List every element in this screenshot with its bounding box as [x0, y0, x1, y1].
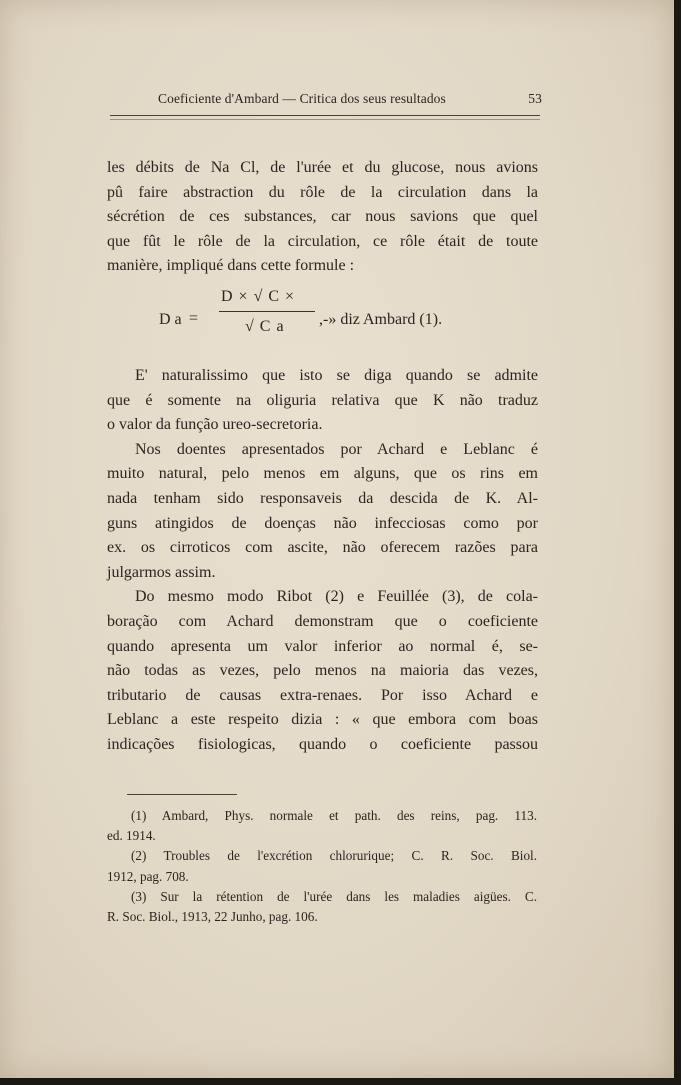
- text-line: que é somente na oliguria relativa que K não traduz: [107, 391, 538, 409]
- text-line: pû faire abstraction du rôle de la circulation dans la: [107, 183, 538, 201]
- body-text: [107, 156, 538, 757]
- header-rule-secondary: [110, 119, 540, 120]
- text-line: indicações fisiologicas, quando o coeficiente passou: [107, 735, 538, 753]
- text-line: muito natural, pelo menos em alguns, que os rins em: [107, 465, 538, 483]
- paragraph-3: [107, 438, 538, 586]
- text-line: quando apresenta um valor inferior ao normal é, se-: [107, 637, 538, 655]
- text-line: Nos doentes apresentados por Achard e Leblanc é: [135, 440, 538, 458]
- text-line: boração com Achard demonstram que o coeficiente: [107, 612, 538, 630]
- paragraph-1: [107, 156, 538, 279]
- text-line: que fût le rôle de la circulation, ce rôle était de toute: [107, 232, 538, 250]
- header-rule: [110, 115, 540, 116]
- text-line: sécrétion de ces substances, car nous savions que quel: [107, 208, 538, 226]
- paragraph-4: [107, 585, 538, 757]
- text-line: Leblanc a este respeito dizia : « que embora com boas: [107, 711, 538, 729]
- footnote-3: [107, 887, 537, 927]
- footnote-line: (1) Ambard, Phys. normale et path. des reins, pag. 113.: [131, 808, 537, 823]
- footnote-line: (3) Sur la rétention de l'urée dans les maladies aigües. C.: [131, 888, 537, 904]
- formula-lhs: D a: [159, 310, 182, 328]
- text-line: guns atingidos de doenças não infecciosas como por: [107, 514, 538, 532]
- footnotes: [107, 806, 537, 927]
- footnote-2: [107, 846, 537, 886]
- text-line: manière, impliqué dans cette formule :: [107, 257, 355, 275]
- formula-attribution: ,-» diz Ambard (1).: [319, 310, 443, 328]
- footnote-line: (2) Troubles de l'excrétion chlorurique; C. R. Soc. Biol.: [131, 848, 537, 864]
- text-line: les débits de Na Cl, de l'urée et du glucose, nous avions: [107, 159, 538, 176]
- formula-denominator: √ C a: [245, 317, 285, 335]
- footnote-line: ed. 1914.: [107, 828, 156, 844]
- ambard-formula: [107, 285, 538, 355]
- paragraph-2: [107, 364, 538, 438]
- text-line: não todas as vezes, pelo menos na maioria das vezes,: [107, 662, 538, 680]
- text-line: julgarmos assim.: [107, 563, 216, 581]
- fraction-bar: [219, 311, 315, 312]
- footnote-1: [107, 806, 537, 846]
- formula-numerator: D × √ C ×: [221, 287, 296, 305]
- text-line: ex. os cirroticos com ascite, não oferecem razões para: [107, 539, 538, 557]
- page-number: 53: [528, 91, 542, 106]
- text-line: tributario de causas extra-renaes. Por isso Achard e: [107, 686, 538, 704]
- text-line: nada tenham sido responsaveis da descida de K. Al-: [107, 489, 538, 507]
- running-title: Coeficiente d'Ambard — Critica dos seus resultados: [158, 91, 446, 106]
- text-line: E' naturalissimo que isto se diga quando se admite: [135, 366, 538, 384]
- formula-equals: =: [189, 309, 199, 327]
- footnote-rule: [127, 794, 237, 795]
- footnote-line: 1912, pag. 708.: [107, 868, 189, 884]
- text-line: o valor da função ureo-secretoria.: [107, 416, 323, 434]
- text-line: Do mesmo modo Ribot (2) e Feuillée (3), de cola-: [135, 588, 538, 606]
- footnote-line: R. Soc. Biol., 1913, 22 Junho, pag. 106.: [107, 909, 318, 925]
